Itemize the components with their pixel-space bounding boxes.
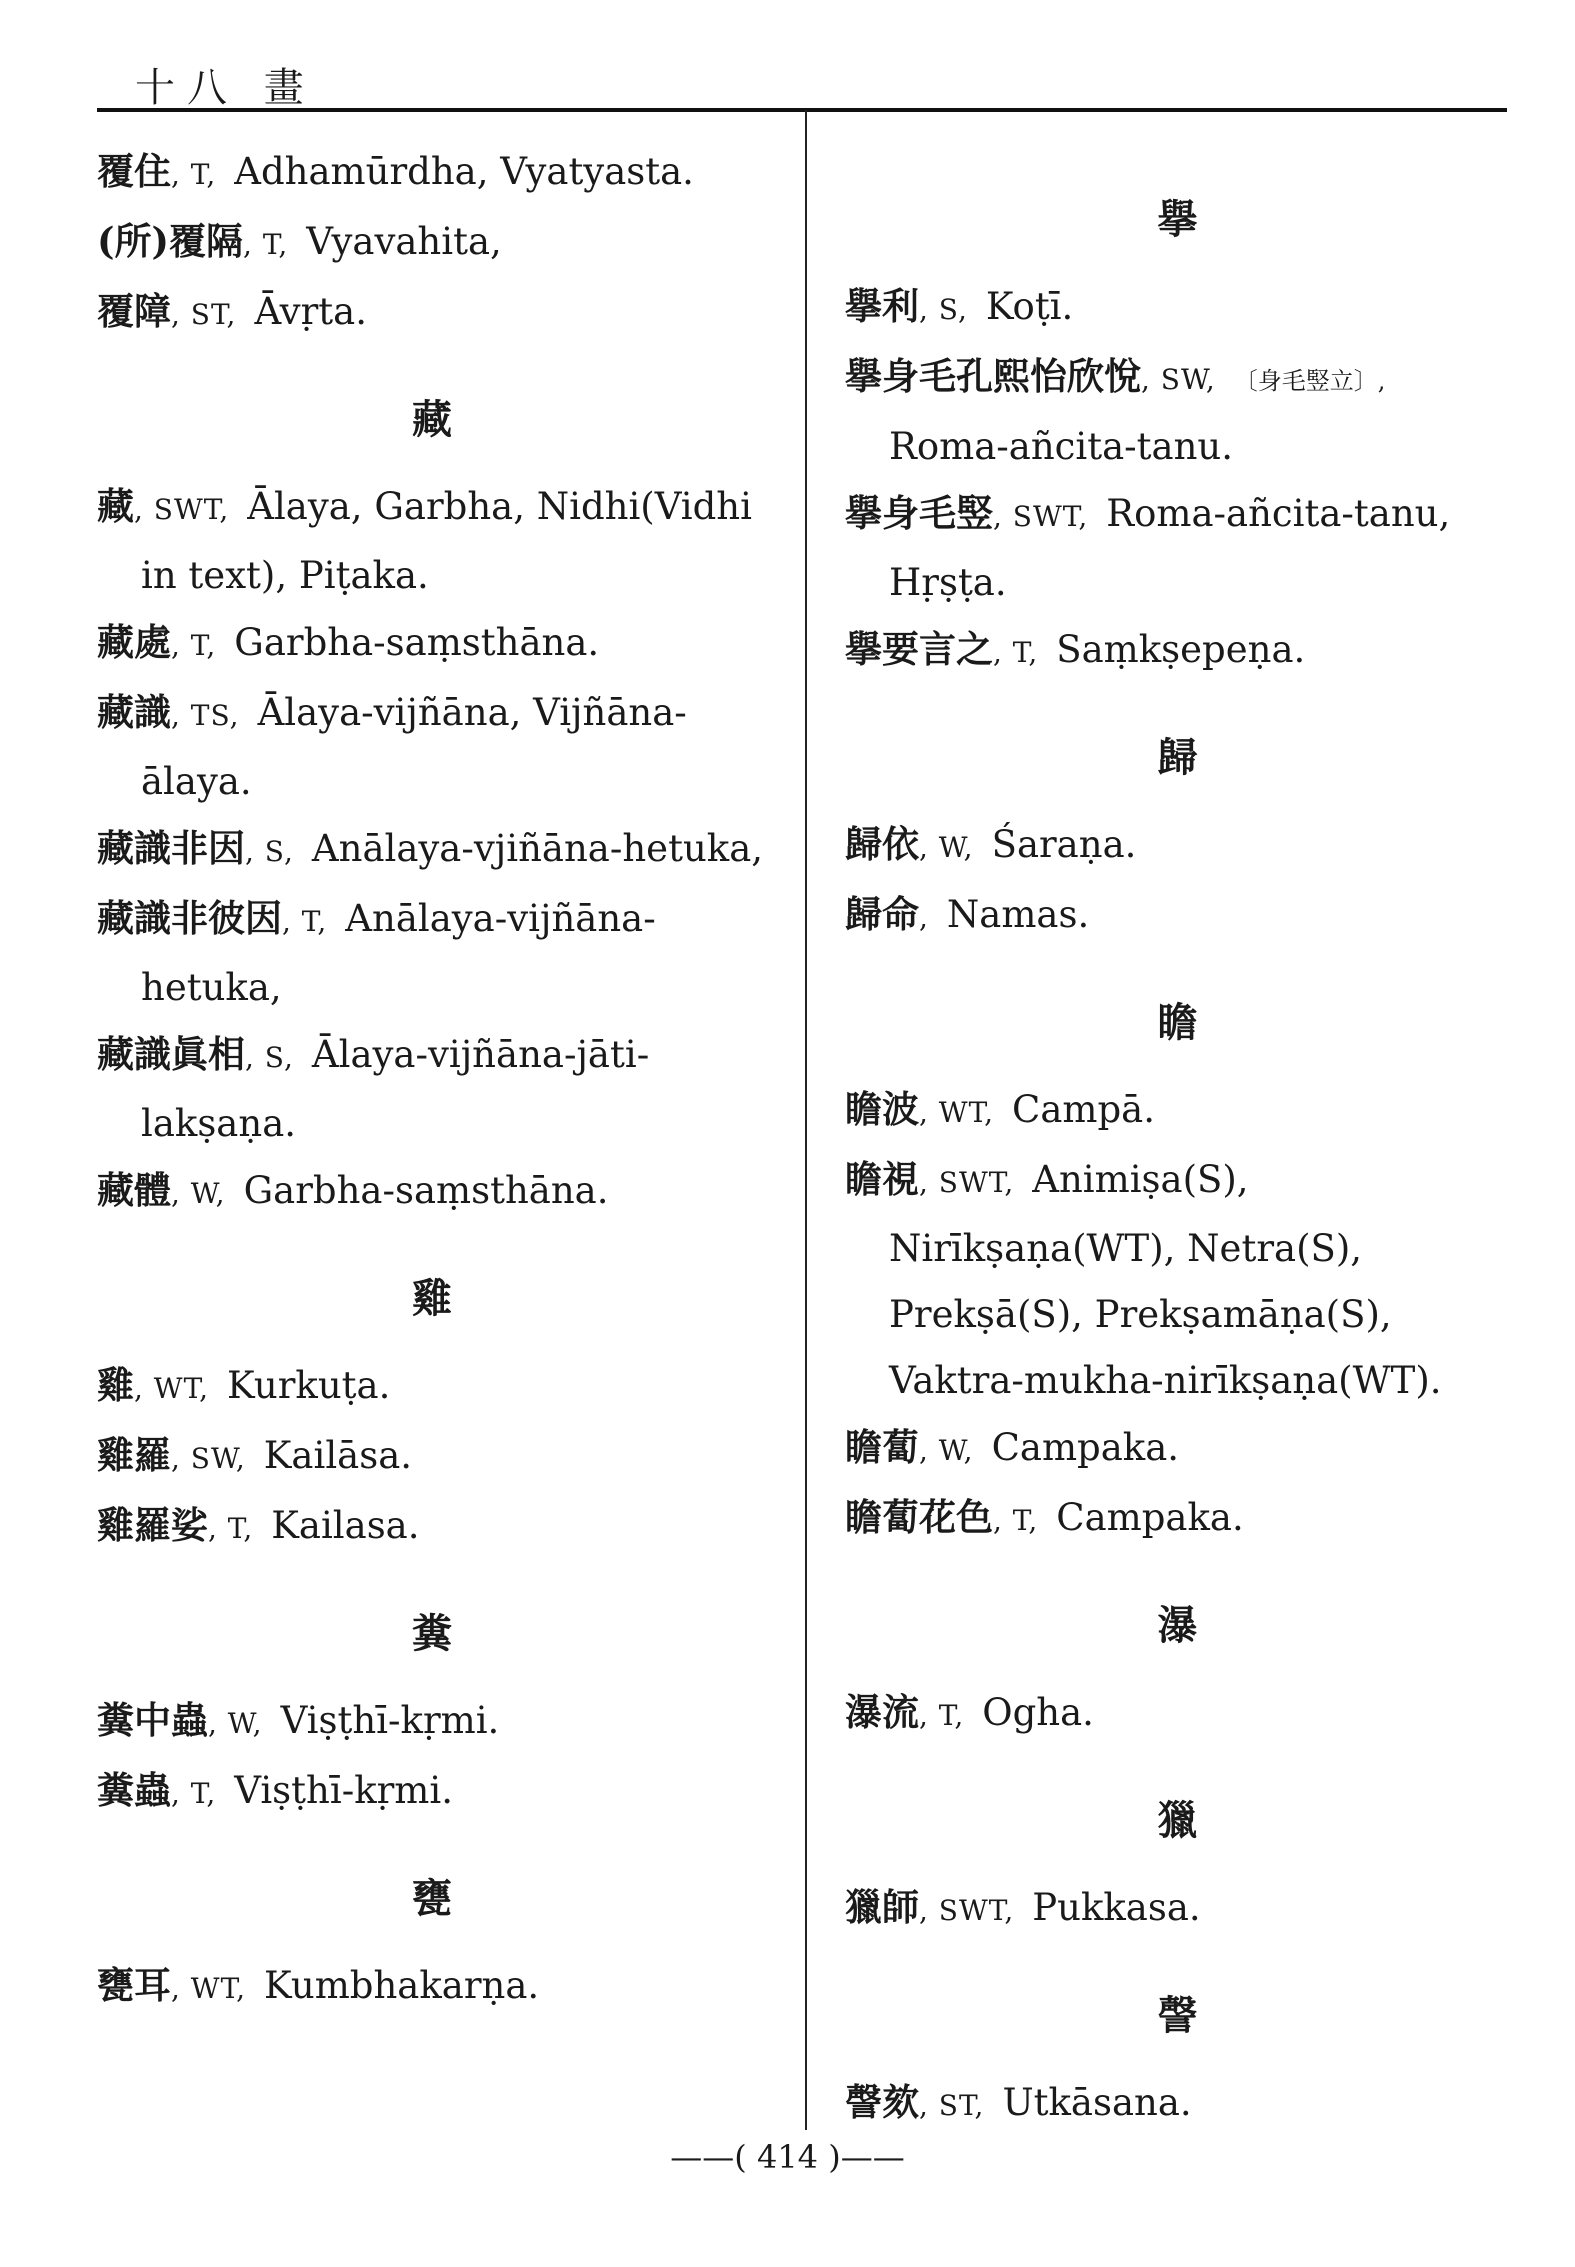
dictionary-entry: 瞻波, WT, Campā. (845, 1087, 1156, 1131)
header-title: 十八 畫 (135, 65, 316, 111)
dictionary-entry: 擧要言之, T, Saṃkṣepeṇa. (845, 627, 1306, 671)
dictionary-entry: 藏處, T, Garbha-saṃsthāna. (97, 620, 600, 664)
dictionary-entry: (所)覆隔, T, Vyavahita, (97, 219, 502, 263)
dictionary-entry: 藏體, W, Garbha-saṃsthāna. (97, 1168, 609, 1212)
section-heading: 藏 (412, 396, 452, 443)
dictionary-entry: 獵師, SWT, Pukkasa. (845, 1885, 1201, 1929)
section-heading: 歸 (1157, 734, 1198, 781)
section-heading: 糞 (412, 1610, 452, 1657)
dictionary-entry: 雞, WT, Kurkuṭa. (97, 1363, 391, 1407)
left-column (97, 138, 767, 2022)
page-number: ——( 414 )—— (670, 2138, 905, 2176)
dictionary-entry: 歸依, W, Śaraṇa. (845, 822, 1137, 866)
dictionary-entry: 覆住, T, Adhamūrdha, Vyatyasta. (97, 149, 694, 193)
dictionary-entry: 雞羅娑, T, Kailasa. (97, 1503, 420, 1547)
dictionary-entry: 糞中蟲, W, Viṣṭhī-kṛmi. (97, 1698, 500, 1742)
section-heading: 擧 (1157, 196, 1198, 243)
dictionary-entry: 藏識非因, S, Anālaya-vjiñāna-hetuka, (97, 826, 764, 870)
section-heading: 謦 (1157, 1992, 1198, 2039)
cross-reference-note: 〔身毛竪立〕, (1233, 367, 1386, 395)
dictionary-entry: 瀑流, T, Ogha. (845, 1690, 1094, 1734)
running-header (97, 48, 1507, 112)
right-column (845, 138, 1510, 2139)
dictionary-entry: 藏, SWT, Ālaya, Garbha, Nidhi(Vidhi in text), Piṭaka. (97, 484, 752, 597)
section-heading: 雞 (412, 1275, 452, 1322)
dictionary-entry: 瞻蔔花色, T, Campaka. (845, 1495, 1244, 1539)
section-heading: 瀑 (1157, 1602, 1198, 1649)
dictionary-entry: 藏識眞相, S, Ālaya-vijñāna-jāti-lakṣaṇa. (97, 1032, 650, 1145)
dictionary-entry: 糞蟲, T, Viṣṭhī-kṛmi. (97, 1768, 453, 1812)
section-heading: 瞻 (1157, 999, 1198, 1046)
dictionary-entry: 歸命, Namas. (845, 892, 1090, 936)
dictionary-entry: 甕耳, WT, Kumbhakarṇa. (97, 1963, 540, 2007)
dictionary-entry: 瞻蔔, W, Campaka. (845, 1425, 1180, 1469)
dictionary-entry: 雞羅, SW, Kailāsa. (97, 1433, 413, 1477)
dictionary-entry: 擧身毛竪, SWT, Roma-añcita-tanu, Hṛṣṭa. (845, 491, 1451, 604)
dictionary-entry: 藏識非彼因, T, Anālaya-vijñāna-hetuka, (97, 896, 656, 1009)
dictionary-entry: 藏識, TS, Ālaya-vijñāna, Vijñāna-ālaya. (97, 690, 687, 803)
section-heading: 甕 (412, 1875, 452, 1922)
dictionary-entry: 擧身毛孔熙怡欣悅, SW, 〔身毛竪立〕, Roma-añcita-tanu. (845, 354, 1386, 468)
dictionary-entry: 覆障, ST, Āvṛta. (97, 289, 367, 333)
dictionary-entry: 謦欬, ST, Utkāsana. (845, 2080, 1192, 2124)
dictionary-entry: 瞻視, SWT, Animiṣa(S), Nirīkṣaṇa(WT), Netra(S), Prekṣā(S), Prekṣamāṇa(S), Vaktra-mukha-nirīkṣaṇa(WT). (845, 1157, 1442, 1402)
dictionary-entry: 擧利, S, Koṭī. (845, 284, 1074, 328)
column-divider (805, 110, 807, 2130)
section-heading: 獵 (1157, 1797, 1198, 1844)
